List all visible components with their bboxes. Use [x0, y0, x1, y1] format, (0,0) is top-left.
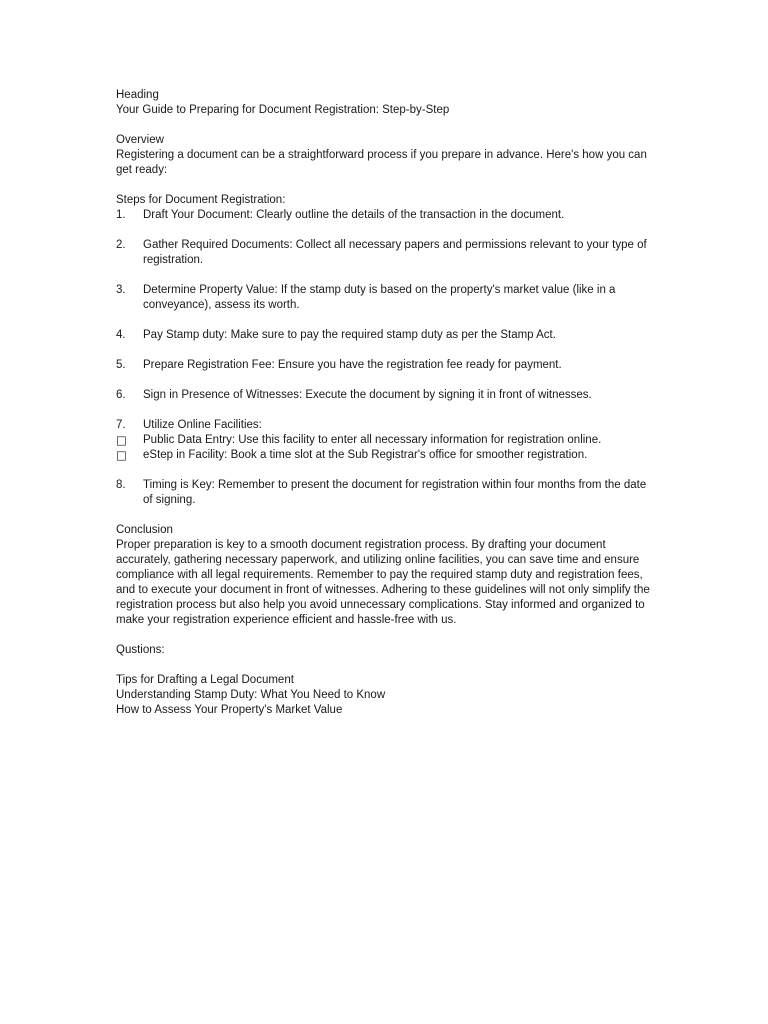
step-item [116, 358, 656, 373]
step-text: Utilize Online Facilities: [143, 419, 262, 431]
step-text: Determine Property Value: If the stamp duty is based on the property's market value (like in a conveyance), assess its worth. [143, 284, 616, 311]
overview-label: Overview [116, 134, 164, 146]
step-number: 4. [116, 329, 126, 341]
step-text: Sign in Presence of Witnesses: Execute the document by signing it in front of witnesses. [143, 389, 592, 401]
step-number: 1. [116, 209, 126, 221]
questions-label: Qustions: [116, 644, 165, 656]
step-item [116, 283, 656, 313]
step-text: Draft Your Document: Clearly outline the details of the transaction in the document. [143, 209, 565, 221]
step-number: 6. [116, 389, 126, 401]
step-item [116, 208, 656, 223]
conclusion-text: Proper preparation is key to a smooth document registration process. By drafting your document accurately, gathering necessary paperwork, and utilizing online facilities, you can save time and ensure compliance with all legal requirements. Remember to pay the required stamp duty and registration fees, and to execute your document in front of witnesses. Adhering to these guidelines will not only simplify the registration process but also help you avoid unnecessary complications. Stay informed and organized to make your registration experience efficient and hassle-free with us. [116, 539, 650, 626]
step-item [116, 328, 656, 343]
step-text: Pay Stamp duty: Make sure to pay the required stamp duty as per the Stamp Act. [143, 329, 556, 341]
page-title: Your Guide to Preparing for Document Registration: Step-by-Step [116, 104, 450, 116]
step-number: 2. [116, 239, 126, 251]
heading-label: Heading [116, 89, 159, 101]
sub-bullet-text: eStep in Facility: Book a time slot at the Sub Registrar's office for smoother registration. [143, 449, 588, 461]
step-item [116, 478, 656, 508]
step-item [116, 238, 656, 268]
sub-bullet-item [116, 448, 656, 463]
checkbox-glyph-icon: □ [116, 433, 127, 447]
step-number: 5. [116, 359, 126, 371]
step-item [116, 388, 656, 403]
step-number: 8. [116, 479, 126, 491]
step-text: Gather Required Documents: Collect all necessary papers and permissions relevant to your type of registration. [143, 239, 647, 266]
question-item: Understanding Stamp Duty: What You Need to Know [116, 689, 386, 701]
document-body [116, 88, 656, 718]
question-item: Tips for Drafting a Legal Document [116, 674, 294, 686]
overview-text: Registering a document can be a straightforward process if you prepare in advance. Here's how you can get ready: [116, 149, 647, 176]
step-number: 7. [116, 419, 126, 431]
conclusion-label: Conclusion [116, 524, 173, 536]
step-text: Timing is Key: Remember to present the document for registration within four months from the date of signing. [143, 479, 647, 506]
steps-label: Steps for Document Registration: [116, 194, 286, 206]
checkbox-glyph-icon: □ [116, 448, 127, 462]
sub-bullet-text: Public Data Entry: Use this facility to enter all necessary information for registration online. [143, 434, 602, 446]
step-text: Prepare Registration Fee: Ensure you have the registration fee ready for payment. [143, 359, 562, 371]
question-item: How to Assess Your Property's Market Value [116, 704, 343, 716]
step-number: 3. [116, 284, 126, 296]
step-item [116, 418, 656, 433]
sub-bullet-item [116, 433, 656, 448]
